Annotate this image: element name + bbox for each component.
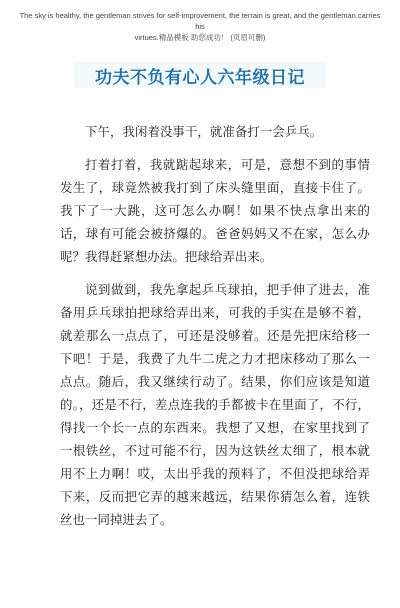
article-body: [60, 120, 370, 541]
header-line-2: virtues.精品模板 助您成功！ (页眉可删): [134, 33, 266, 42]
paragraph-2: 打着打着，我就踮起球来，可是，意想不到的事情发生了，球竟然被我打到了床头缝里面，直接卡住了。我下了一大跳，这可怎么办啊！如果不快点拿出来的话，球有可能会被挤爆的。爸爸妈妈又不在家，怎么办呢？我得赶紧想办法。把球给弄出来。: [60, 157, 370, 264]
page-header: [14, 10, 386, 43]
document-title: 功夫不负有心人六年级日记: [95, 67, 305, 88]
paragraph-3: 说到做到，我先拿起乒乓球拍，把手伸了进去，准备用乒乓球拍把球给弄出来，可我的手实在是够不着，就差那么一点点了，可还是没够着。还是先把床给移一下吧！于是，我费了九牛二虎之力才把床移动了那么一点点。随后，我又继续行动了。结果，你们应该是知道的。，还是不行，差点连我的手都被卡在里面了，不行，得找一个长一点的东西来。我想了又想，在家里找到了一根铁丝，不过可能不行，因为这铁丝太细了，根本就用不上力啊！哎，太出乎我的预料了，不但没把球给弄下来，反而把它弄的越来越远，结果你猜怎么着，连铁丝也一同掉进去了。: [60, 282, 370, 527]
title-banner: [74, 62, 326, 88]
paragraph-1: 下午，我闲着没事干，就准备打一会乒乓。: [85, 124, 323, 139]
header-line-1: The sky is healthy, the gentleman strives for self-improvement, the terrain is great, and the gentleman carries his: [19, 11, 381, 31]
